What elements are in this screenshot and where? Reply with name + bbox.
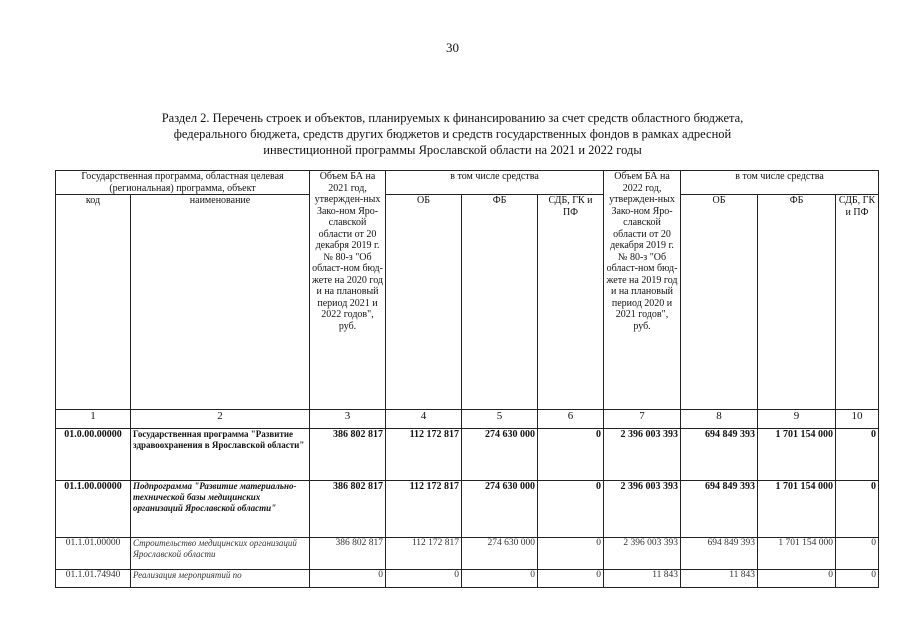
column-number: 1	[56, 410, 131, 429]
row-value: 1 701 154 000	[758, 538, 836, 570]
header-sdb-2021: СДБ, ГК и ПФ	[538, 195, 604, 410]
row-value: 694 849 393	[681, 429, 758, 481]
row-value: 0	[836, 481, 879, 538]
row-value: 386 802 817	[310, 429, 386, 481]
column-number: 10	[836, 410, 879, 429]
row-value: 0	[310, 570, 386, 588]
row-name: Государственная программа "Развитие здравоохранения в Ярославской области"	[131, 429, 310, 481]
row-code: 01.1.01.00000	[56, 538, 131, 570]
column-number: 3	[310, 410, 386, 429]
header-including-2021: в том числе средства	[386, 171, 604, 195]
row-value: 274 630 000	[462, 538, 538, 570]
row-value: 694 849 393	[681, 538, 758, 570]
column-number: 4	[386, 410, 462, 429]
row-name: Подпрограмма "Развитие материально-технической базы медицинских организаций Ярославской области"	[131, 481, 310, 538]
row-value: 112 172 817	[386, 481, 462, 538]
row-value: 1 701 154 000	[758, 429, 836, 481]
row-name: Строительство медицинских организаций Ярославской области	[131, 538, 310, 570]
row-value: 386 802 817	[310, 538, 386, 570]
row-value: 386 802 817	[310, 481, 386, 538]
header-code: код	[56, 195, 131, 410]
column-number: 5	[462, 410, 538, 429]
page-number: 30	[446, 40, 459, 55]
column-number: 2	[131, 410, 310, 429]
row-value: 0	[538, 481, 604, 538]
row-code: 01.0.00.00000	[56, 429, 131, 481]
section-title	[60, 110, 845, 158]
table-row	[56, 538, 879, 570]
column-number: 6	[538, 410, 604, 429]
row-value: 0	[836, 538, 879, 570]
column-number: 8	[681, 410, 758, 429]
row-value: 0	[758, 570, 836, 588]
table-row	[56, 481, 879, 538]
row-value: 1 701 154 000	[758, 481, 836, 538]
column-number: 7	[604, 410, 681, 429]
row-value: 0	[538, 429, 604, 481]
header-program-group: Государственная программа, областная целевая (региональная) программа, объект	[56, 171, 310, 195]
header-sdb-2022: СДБ, ГК и ПФ	[836, 195, 879, 410]
investment-table	[55, 170, 879, 588]
column-number-row	[56, 410, 879, 429]
row-value: 0	[386, 570, 462, 588]
row-value: 11 843	[681, 570, 758, 588]
header-fb-2021: ФБ	[462, 195, 538, 410]
row-value: 0	[538, 538, 604, 570]
row-value: 112 172 817	[386, 429, 462, 481]
column-number: 9	[758, 410, 836, 429]
row-value: 2 396 003 393	[604, 429, 681, 481]
row-value: 274 630 000	[462, 481, 538, 538]
header-ob-2022: ОБ	[681, 195, 758, 410]
header-volume-2021: Объем БА на 2021 год, утвержден-ных Зако-ном Яро-славской области от 20 декабря 2019 г. № 80-з "Об област-ном бюд-жете на 2020 год и на плановый период 2021 и 2022 годов", руб.	[310, 171, 386, 410]
row-value: 0	[462, 570, 538, 588]
row-value: 112 172 817	[386, 538, 462, 570]
row-code: 01.1.00.00000	[56, 481, 131, 538]
row-value: 2 396 003 393	[604, 481, 681, 538]
table-row	[56, 570, 879, 588]
title-line: федерального бюджета, средств других бюджетов и средств государственных фондов в рамках адресной	[173, 127, 732, 141]
row-value: 11 843	[604, 570, 681, 588]
title-line: Раздел 2. Перечень строек и объектов, планируемых к финансированию за счет средств областного бюджета,	[161, 111, 744, 125]
header-name: наименование	[131, 195, 310, 410]
header-fb-2022: ФБ	[758, 195, 836, 410]
row-value: 694 849 393	[681, 481, 758, 538]
title-line: инвестиционной программы Ярославской области на 2021 и 2022 годы	[263, 143, 642, 157]
row-value: 0	[836, 429, 879, 481]
header-ob-2021: ОБ	[386, 195, 462, 410]
row-value: 0	[538, 570, 604, 588]
row-name: Реализация мероприятий по	[131, 570, 310, 588]
row-value: 274 630 000	[462, 429, 538, 481]
row-code: 01.1.01.74940	[56, 570, 131, 588]
header-volume-2022: Объем БА на 2022 год, утвержден-ных Зако-ном Яро-славской области от 20 декабря 2019 г. № 80-з "Об област-ном бюд-жете на 2019 год и на плановый период 2020 и 2021 годов", руб.	[604, 171, 681, 410]
row-value: 2 396 003 393	[604, 538, 681, 570]
table-row	[56, 429, 879, 481]
header-including-2022: в том числе средства	[681, 171, 879, 195]
row-value: 0	[836, 570, 879, 588]
